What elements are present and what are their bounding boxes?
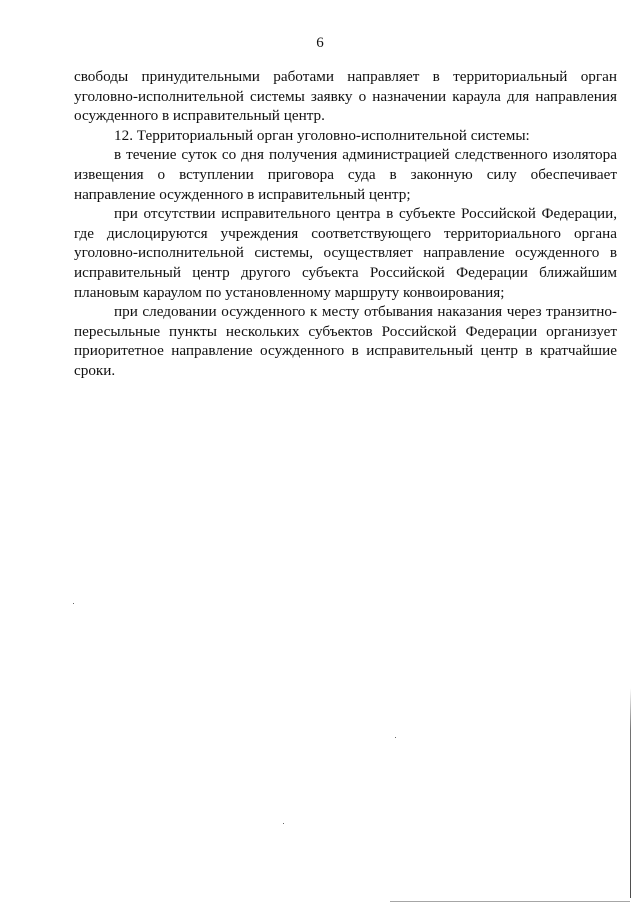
paragraph-transit-points: при следовании осужденного к месту отбывания наказания через транзитно-пересыльные пункты нескольких субъектов Российской Федерации организует приоритетное направление осужденного в исправительный центр в кратчайшие сроки. (74, 303, 617, 379)
paragraph-absence-of-center: при отсутствии исправительного центра в субъекте Российской Федерации, где дислоцируются учреждения соответствующего территориального органа уголовно-исполнительной системы, осуществляет направление осужденного в исправительный центр другого субъекта Российской Федерации ближайшим плановым караулом по установленному маршруту конвоирования; (74, 205, 617, 301)
scan-speck (395, 737, 396, 738)
scan-bottom-mark (390, 901, 630, 902)
scan-speck (73, 603, 74, 604)
paragraph-within-day: в течение суток со дня получения администрацией следственного изолятора извещения о вступлении приговора суда в законную силу обеспечивает направление осужденного в исправительный центр; (74, 146, 617, 203)
scan-edge-mark (630, 688, 631, 898)
page-number: 6 (316, 35, 324, 51)
document-body (74, 67, 617, 381)
paragraph-continuation: свободы принудительными работами направляет в территориальный орган уголовно-исполнительной системы заявку о назначении караула для направления осужденного в исправительный центр. (74, 68, 617, 125)
paragraph-section-12: 12. Территориальный орган уголовно-исполнительной системы: (114, 126, 530, 144)
scan-speck (283, 823, 284, 824)
